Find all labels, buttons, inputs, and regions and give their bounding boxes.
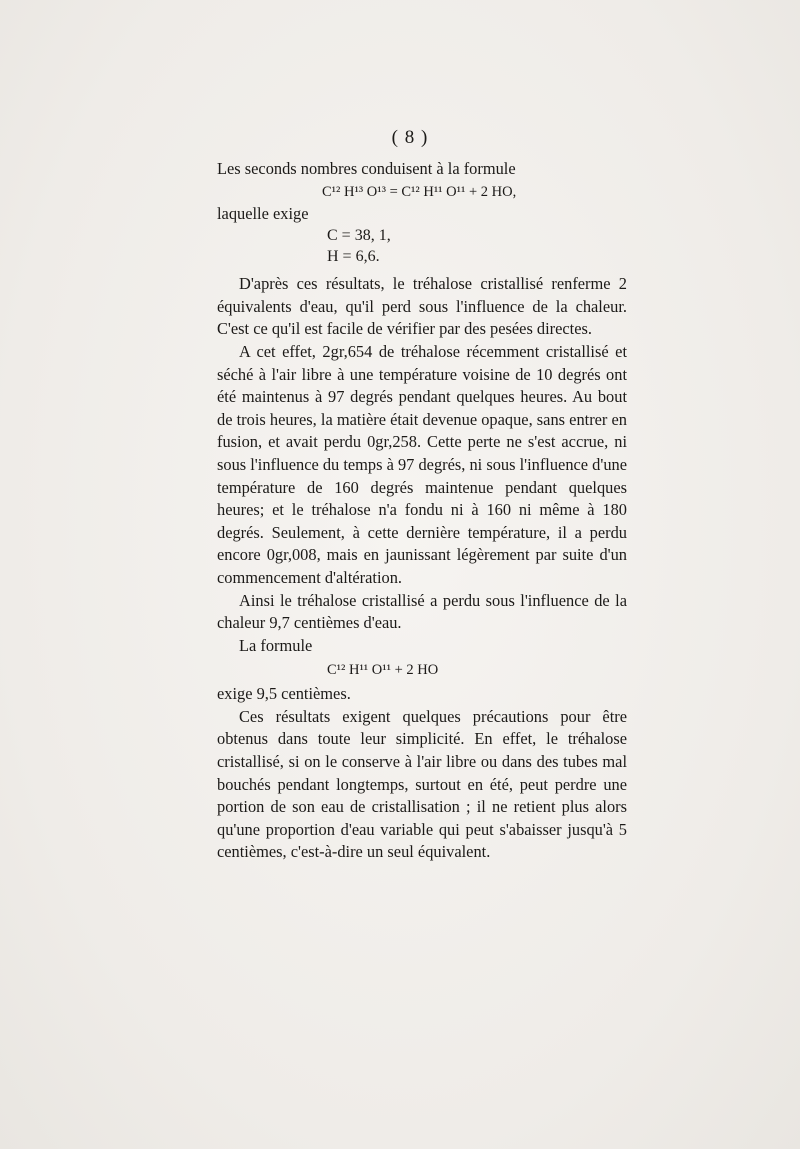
value-hydrogen: H = 6,6. bbox=[327, 248, 380, 266]
body-text bbox=[217, 158, 627, 864]
values-block bbox=[217, 225, 627, 267]
formula-1: C¹² H¹³ O¹³ = C¹² H¹¹ O¹¹ + 2 HO, bbox=[322, 183, 517, 200]
value-carbon: C = 38, 1, bbox=[327, 227, 391, 245]
line-exige: laquelle exige bbox=[217, 203, 309, 223]
paragraph-1: D'après ces résultats, le tréhalose cristallisé renferme 2 équivalents d'eau, qu'il perd sous l'influence de la chaleur. C'est ce qu'il est facile de vérifier par des pesées directes. bbox=[217, 274, 627, 339]
paragraph-6: Ces résultats exigent quelques précautions pour être obtenus dans toute leur simplicité. En effet, le tréhalose cristallisé, si on le conserve à l'air libre ou dans des tubes mal bouchés pendant longtemps, surtout en été, peut perdre une portion de son eau de cristallisation ; il ne retient plus alors qu'une proportion d'eau variable qui peut s'abaisser jusqu'à 5 centièmes, c'est-à-dire un seul équivalent. bbox=[217, 706, 627, 862]
page-number: ( 8 ) bbox=[391, 127, 429, 148]
formula-2: C¹² H¹¹ O¹¹ + 2 HO bbox=[327, 662, 439, 679]
paragraph-3: Ainsi le tréhalose cristallisé a perdu sous l'influence de la chaleur 9,7 centièmes d'eau. bbox=[217, 590, 627, 633]
line-intro: Les seconds nombres conduisent à la formule bbox=[217, 159, 516, 178]
paragraph-2: A cet effet, 2gr,654 de tréhalose récemment cristallisé et séché à l'air libre à une température voisine de 10 degrés ont été maintenus à 97 degrés pendant quelques heures. Au bout de trois heures, la matière était devenue opaque, sans entrer en fusion, et avait perdu 0gr,258. Cette perte ne s'est accrue, ni sous l'influence du temps à 97 degrés, ni sous l'influence d'une température de 160 degrés maintenue pendant quelques heures; et le tréhalose n'a fondu ni à 160 ni même à 180 degrés. Seulement, à cette dernière température, il a perdu encore 0gr,008, mais en jaunissant légèrement par suite d'un commencement d'altération. bbox=[217, 341, 627, 587]
paragraph-4: La formule bbox=[239, 635, 313, 655]
paragraph-5: exige 9,5 centièmes. bbox=[217, 684, 351, 704]
